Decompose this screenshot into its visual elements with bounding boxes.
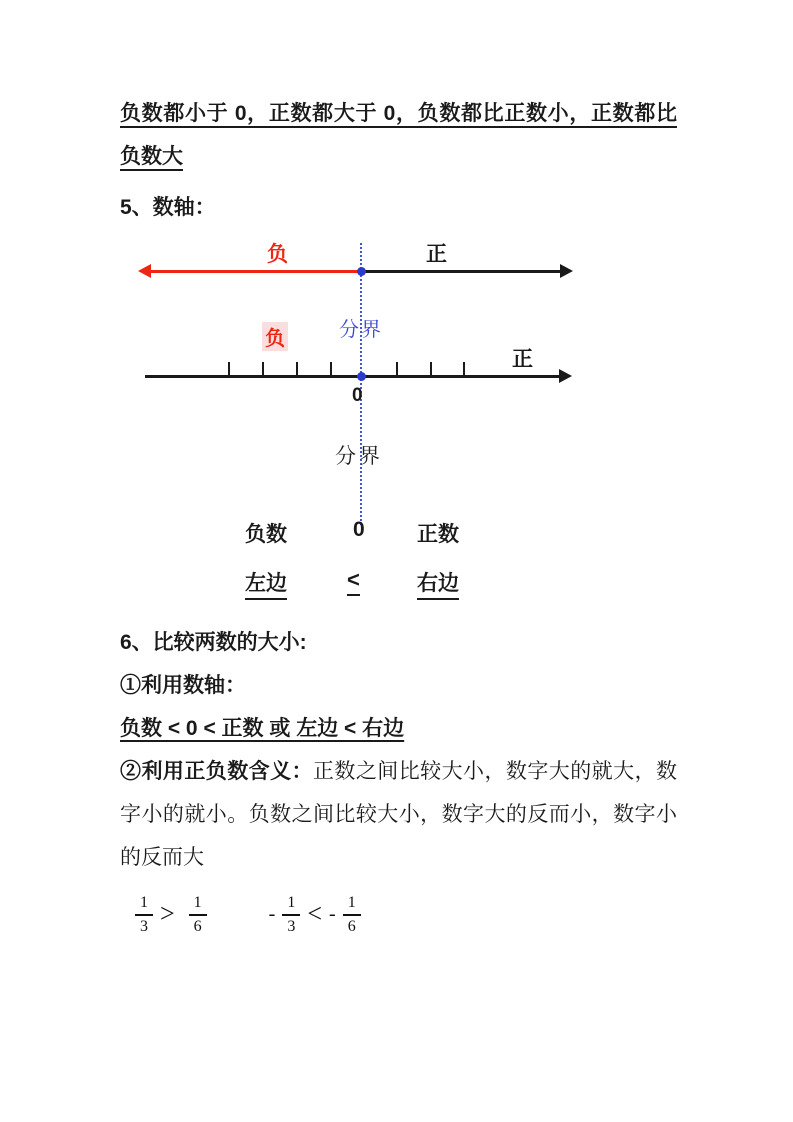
axis-tick: [396, 362, 398, 376]
fraction-numerator: 1: [135, 893, 153, 916]
method-1-label: ①利用数轴：: [120, 674, 246, 697]
fraction-numerator: 1: [189, 893, 207, 916]
positive-segment-line: [361, 270, 563, 273]
axis-tick: [262, 362, 264, 376]
method-2-label: ②利用正负数含义：: [120, 760, 313, 783]
axis-tick: [463, 362, 465, 376]
method-2-body: 正数之间比较大小，数字大的就大，数字小的就小。负数之间比较大小，数字大的反而小，数字小的反而大: [120, 760, 678, 869]
top-positive-label: 正: [426, 243, 447, 266]
greater-than-sign: >: [160, 899, 175, 928]
fraction-denominator: 3: [287, 918, 296, 935]
comparison-positive-fractions: [128, 893, 207, 935]
origin-dot-top: [357, 267, 366, 276]
axis-arrowhead: [559, 369, 572, 383]
fraction: [282, 893, 300, 935]
negative-segment-line: [151, 270, 361, 273]
axis-tick: [330, 362, 332, 376]
fraction-denominator: 6: [347, 918, 356, 935]
boundary-label-blue: 分界: [339, 319, 383, 341]
rule-statement: 负数都小于 0，正数都大于 0，负数都比正数小，正数都比负数大: [120, 102, 677, 168]
minus-sign: -: [268, 902, 276, 925]
axis-positive-label: 正: [512, 348, 533, 371]
origin-dot-axis: [357, 372, 366, 381]
method-1-rule: 负数 < 0 < 正数 或 左边 < 右边: [120, 717, 405, 740]
summary-negative-label: 负数: [245, 523, 287, 546]
left-arrowhead: [138, 264, 151, 278]
fraction-numerator: 1: [282, 893, 300, 916]
method-2-paragraph: [120, 750, 677, 879]
compare-right-label: 右边: [417, 567, 459, 600]
minus-sign: -: [329, 902, 336, 925]
negative-label-highlighted: 负: [262, 322, 288, 351]
fraction-denominator: 6: [193, 918, 202, 935]
number-axis-line: [145, 375, 562, 378]
less-than-sign: <: [307, 899, 323, 928]
axis-tick: [228, 362, 230, 376]
summary-zero-label: 0: [353, 518, 365, 541]
top-negative-label: 负: [267, 243, 288, 266]
section-6-title: 6、比较两数的大小:: [120, 631, 307, 654]
fraction: [189, 893, 207, 935]
axis-tick: [296, 362, 298, 376]
boundary-dotted-line: [360, 243, 362, 525]
axis-tick: [430, 362, 432, 376]
boundary-label-black: 分界: [335, 445, 383, 468]
axis-zero-label: 0: [352, 385, 363, 406]
less-than-sign: <: [347, 567, 360, 596]
fraction-examples: [128, 893, 793, 935]
section-5-title: 5、数轴：: [120, 196, 216, 219]
fraction: [343, 893, 361, 935]
number-line-diagram: [0, 237, 793, 609]
fraction-numerator: 1: [343, 893, 361, 916]
compare-left-label: 左边: [245, 567, 287, 600]
comparison-negative-fractions: [269, 893, 361, 935]
fraction-denominator: 3: [140, 918, 148, 935]
right-arrowhead: [560, 264, 573, 278]
fraction: [135, 893, 153, 935]
summary-positive-label: 正数: [417, 523, 459, 546]
